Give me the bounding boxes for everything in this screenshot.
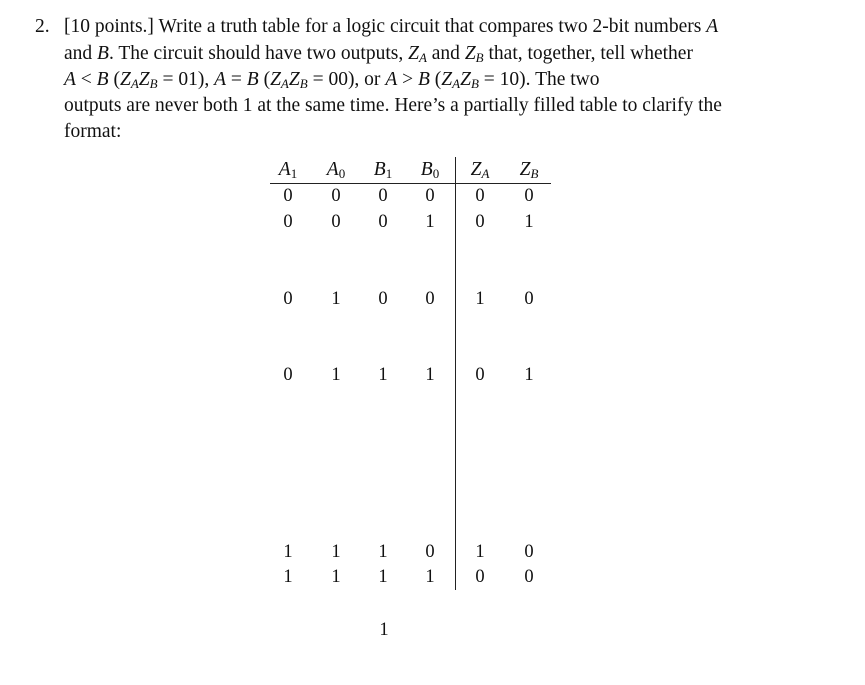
paren: (: [434, 69, 442, 90]
table-cell: 1: [378, 567, 388, 587]
table-cell: 1: [283, 542, 293, 562]
table-cell: 0: [425, 289, 435, 309]
table-cell: 0: [475, 567, 485, 587]
table-cell: 1: [425, 365, 435, 385]
table-cell: 0: [524, 542, 534, 562]
z-symbol: Z: [138, 69, 150, 90]
var-b: B: [97, 43, 109, 64]
table-cell: 0: [283, 186, 293, 206]
z-sub-a: A: [130, 76, 139, 91]
problem-line-5: format:: [64, 121, 122, 142]
column-header: A0: [326, 159, 346, 181]
table-cell: 0: [524, 567, 534, 587]
table-cell: 1: [283, 567, 293, 587]
table-cell: 0: [331, 212, 341, 232]
z-symbol: Z: [464, 43, 476, 64]
line1-text: Write a truth table for a logic circuit that compares two 2-bit numbers: [158, 16, 702, 37]
column-header: ZA: [470, 159, 490, 181]
column-header: A1: [278, 159, 298, 181]
equals: =: [483, 69, 495, 90]
table-cell: 0: [524, 289, 534, 309]
table-cell: 0: [378, 186, 388, 206]
z-symbol: Z: [270, 69, 281, 90]
table-cell: 0: [475, 186, 485, 206]
table-cell: 0: [283, 365, 293, 385]
z-symbol: Z: [408, 43, 419, 64]
z-symbol: Z: [441, 69, 453, 90]
points-label: [10 points.]: [64, 16, 154, 37]
table-cell: 0: [331, 186, 341, 206]
z-sub-b: B: [299, 76, 308, 91]
word-and: and: [64, 43, 93, 64]
table-cell: 0: [475, 212, 485, 232]
word-and-2: and: [431, 43, 460, 64]
var-b: B: [96, 69, 109, 90]
line3-end: The two: [535, 69, 600, 90]
header-rule: [270, 183, 551, 184]
table-cell: 1: [425, 567, 435, 587]
paren: (: [263, 69, 271, 90]
code-less: 01),: [178, 69, 210, 90]
z-symbol: Z: [119, 69, 131, 90]
z-symbol: Z: [460, 69, 471, 90]
z-sub-b: B: [149, 76, 158, 91]
table-cell: 0: [283, 212, 293, 232]
input-output-divider: [455, 157, 456, 590]
page-number: 1: [379, 620, 389, 640]
column-header: B1: [373, 159, 393, 181]
table-cell: 0: [425, 542, 435, 562]
code-greater: 10).: [499, 69, 531, 90]
z-symbol: Z: [288, 69, 300, 90]
table-cell: 0: [378, 212, 388, 232]
z-sub-a: A: [418, 50, 427, 65]
var-b: B: [246, 69, 259, 90]
line2-end: that, together, tell whether: [488, 43, 693, 64]
problem-number: 2.: [35, 16, 50, 37]
table-cell: 0: [378, 289, 388, 309]
z-sub-b: B: [470, 76, 479, 91]
table-cell: 1: [331, 289, 341, 309]
var-a: A: [64, 69, 76, 90]
table-cell: 1: [331, 567, 341, 587]
var-a: A: [706, 16, 719, 37]
table-cell: 1: [524, 212, 534, 232]
column-header: ZB: [519, 159, 539, 181]
less-than: <: [80, 69, 92, 90]
equals: =: [230, 69, 242, 90]
z-sub-a: A: [280, 76, 289, 91]
table-cell: 1: [425, 212, 435, 232]
table-cell: 1: [475, 542, 485, 562]
table-cell: 1: [524, 365, 534, 385]
paren: (: [113, 69, 120, 90]
var-b: B: [417, 69, 430, 90]
z-sub-a: A: [452, 76, 461, 91]
table-cell: 0: [524, 186, 534, 206]
table-cell: 1: [378, 365, 388, 385]
z-sub-b: B: [475, 50, 484, 65]
line2-text: . The circuit should have two outputs,: [108, 43, 404, 64]
problem-line-4: outputs are never both 1 at the same time. Here’s a partially filled table to clarify the: [64, 95, 722, 116]
table-cell: 1: [475, 289, 485, 309]
var-a: A: [385, 69, 398, 90]
var-a: A: [214, 69, 227, 90]
table-cell: 1: [331, 365, 341, 385]
code-equal: 00), or: [328, 69, 381, 90]
equals: =: [162, 69, 174, 90]
table-cell: 1: [331, 542, 341, 562]
table-cell: 0: [475, 365, 485, 385]
equals: =: [312, 69, 324, 90]
column-header: B0: [420, 159, 440, 181]
table-cell: 0: [425, 186, 435, 206]
greater-than: >: [402, 69, 414, 90]
table-cell: 0: [283, 289, 293, 309]
table-cell: 1: [378, 542, 388, 562]
